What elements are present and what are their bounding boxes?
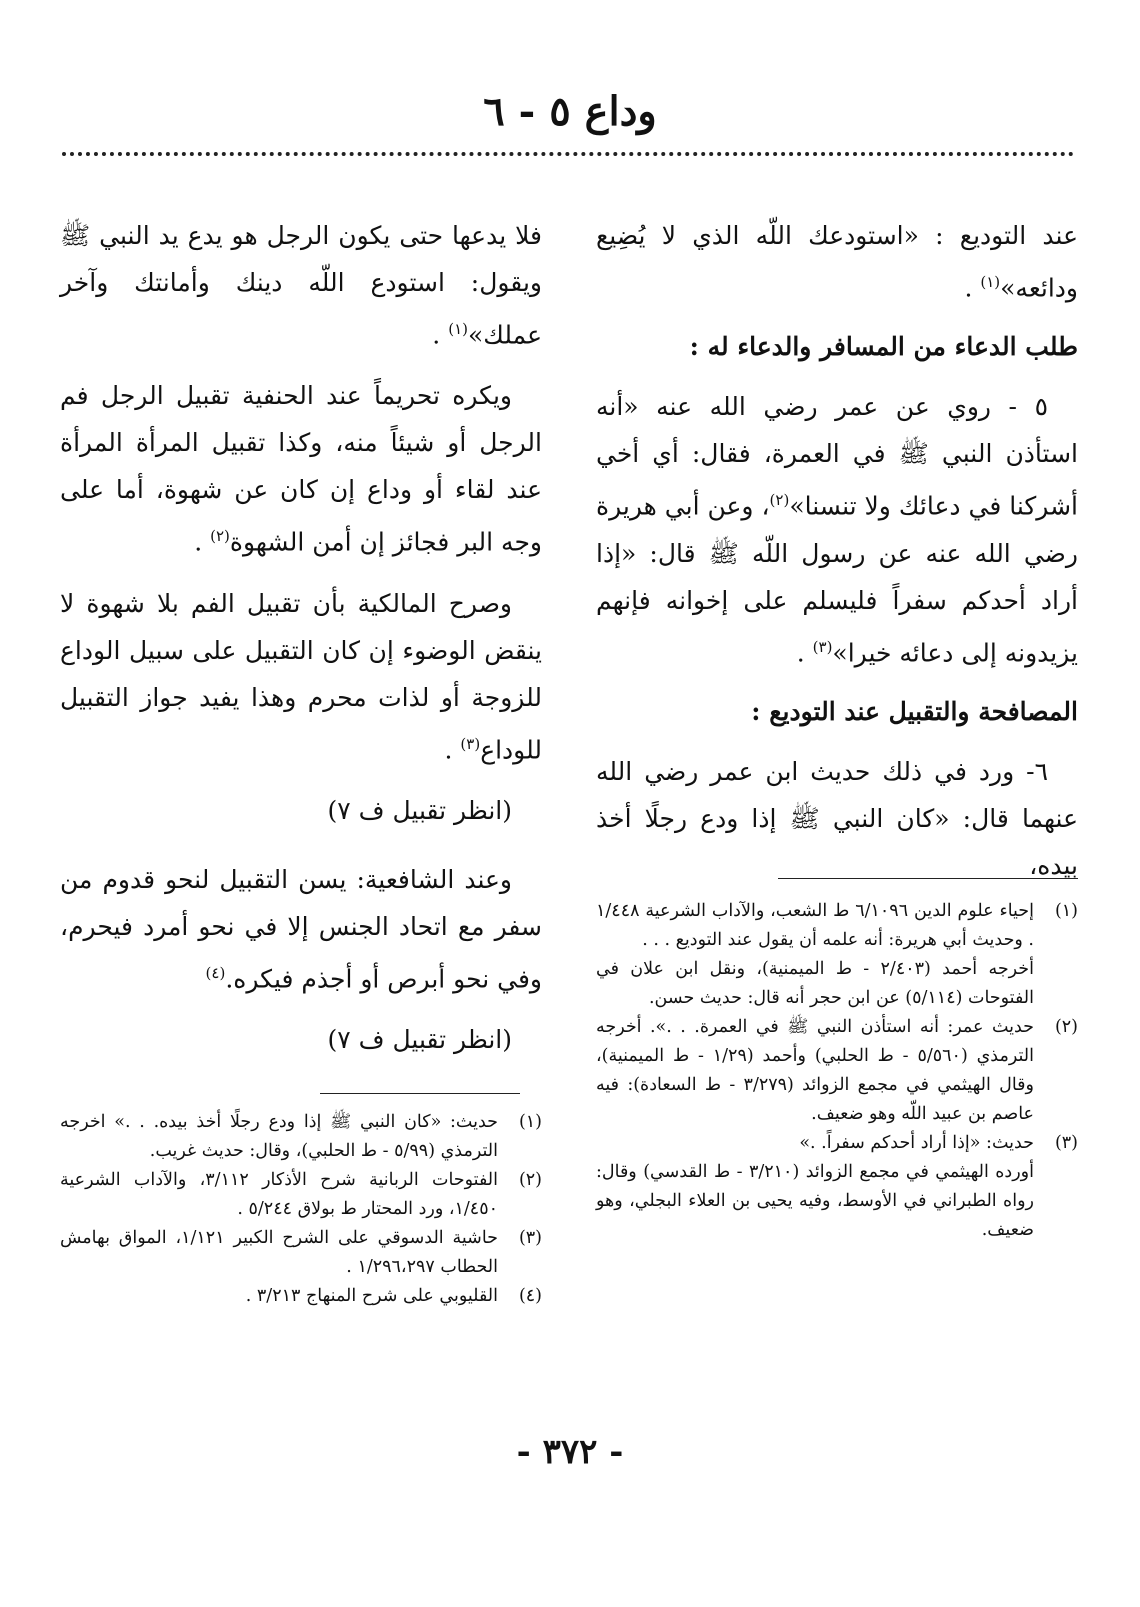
paragraph <box>596 212 1078 311</box>
paragraph-text: . <box>444 734 461 764</box>
footnote-marker: (١) <box>980 273 1001 291</box>
footnote-text <box>596 1129 1034 1245</box>
paragraph-text: ٥ - روي عن عمر رضي الله عنه «أنه استأذن النبي ﷺ في العمرة، فقال: أي أخي أشركنا في دعائك ولا تنسنا» <box>596 392 1078 521</box>
footnote <box>60 1282 542 1311</box>
right-footnotes <box>596 897 1078 1245</box>
footnote-text: حديث عمر: أنه استأذن النبي ﷺ في العمرة. . .». أخرجه الترمذي (٥/٥٦٠ - ط الحلبي) وأحمد (١/٢٩ - ط الميمنية)، وقال الهيثمي في مجمع الزوائد (٣/٢٧٩ - ط السعادة): فيه عاصم بن عبيد اللّه وهو ضعيف. <box>596 1017 1034 1124</box>
footnote-text <box>596 897 1034 1013</box>
paragraph-text: عند التوديع : «استودعك اللّه الذي لا يُضِيع ودائعه» <box>596 221 1078 303</box>
paragraph <box>60 212 542 358</box>
paragraph <box>596 383 1078 676</box>
left-text-column <box>60 212 542 1085</box>
footnote-line: أخرجه أحمد (٢/٤٠٣ - ط الميمنية)، ونقل ابن علان في الفتوحات (٥/١١٤) عن ابن حجر أنه قال: حديث حسن. <box>596 959 1034 1008</box>
footnote-text: القليوبي على شرح المنهاج ٣/٢١٣ . <box>245 1286 498 1306</box>
footnote-line: حديث: «إذا أراد أحدكم سفراً. .» <box>799 1133 1034 1153</box>
footnote-marker: (٢) <box>210 527 230 546</box>
section-heading: طلب الدعاء من المسافر والدعاء له : <box>689 332 1078 362</box>
paragraph-text: . <box>432 320 449 350</box>
footnote-separator <box>778 878 1078 879</box>
cross-reference: (انظر تقبيل ف ٧) <box>327 1025 512 1055</box>
footnote-marker: (١) <box>448 320 468 338</box>
paragraph <box>60 372 542 565</box>
footnote <box>60 1108 542 1166</box>
footnote-marker: (٤) <box>205 963 226 982</box>
header-dotted-divider <box>62 152 1074 156</box>
footnote-separator <box>320 1093 520 1094</box>
footnote-marker: (٢) <box>769 491 790 510</box>
footnote-line: إحياء علوم الدين ٦/١٠٩٦ ط الشعب، والآداب الشرعية ١/٤٤٨ . وحديث أبي هريرة: أنه علمه أن يقول عند التوديع . . . <box>596 901 1034 950</box>
page-header-title: وداع ٥ - ٦ <box>483 88 657 135</box>
paragraph <box>60 856 542 1002</box>
footnote-marker: (٣) <box>460 734 481 753</box>
right-text-column <box>596 212 1078 903</box>
footnote-text: الفتوحات الربانية شرح الأذكار ٣/١١٢، والآداب الشرعية ١/٤٥٠، ورد المحتار ط بولاق ٥/٢٤٤ . <box>60 1170 498 1219</box>
footnote <box>596 1013 1078 1129</box>
footnote <box>596 897 1078 1013</box>
paragraph-text: وصرح المالكية بأن تقبيل الفم بلا شهوة لا ينقض الوضوء إن كان التقبيل على سبيل الوداع للزوجة أو لذات محرم وهذا يفيد جواز التقبيل للوداع <box>60 588 542 764</box>
footnote-number: (٣) <box>1054 1133 1078 1153</box>
footnote <box>596 1129 1078 1245</box>
left-footnotes <box>60 1108 542 1311</box>
cross-reference: (انظر تقبيل ف ٧) <box>327 795 512 825</box>
page-number: - ٣٧٢ - <box>516 1432 624 1472</box>
paragraph-text: ، وعن أبي هريرة رضي الله عنه عن رسول اللّه ﷺ قال: «إذا أراد أحدكم سفراً فليسلم على إخوانه فإنهم يزيدونه إلى دعائه خيرا» <box>596 491 1078 667</box>
paragraph-text: . <box>796 637 813 667</box>
footnote-number: (٢) <box>1054 1017 1078 1037</box>
paragraph <box>60 580 542 773</box>
footnote-number: (٣) <box>518 1228 542 1248</box>
paragraph-text: فلا يدعها حتى يكون الرجل هو يدع يد النبي ﷺ ويقول: استودع اللّه دينك وأمانتك وآخر عملك» <box>60 221 542 350</box>
paragraph-text: وعند الشافعية: يسن التقبيل لنحو قدوم من سفر مع اتحاد الجنس إلا في نحو أمرد فيحرم، وفي نحو أبرص أو أجذم فيكره. <box>60 864 542 994</box>
footnote-text: حاشية الدسوقي على الشرح الكبير ١/١٢١، المواق بهامش الحطاب ١/٢٩٦،٢٩٧ . <box>60 1228 498 1277</box>
paragraph-text: ويكره تحريماً عند الحنفية تقبيل الرجل فم الرجل أو شيئاً منه، وكذا تقبيل المرأة المرأة عند لقاء أو وداع إن كان عن شهوة، أما على وجه البر فجائز إن أمن الشهوة <box>60 381 542 557</box>
footnote-number: (٤) <box>518 1286 542 1306</box>
paragraph-text: . <box>964 273 981 303</box>
footnote-marker: (٣) <box>812 637 833 656</box>
section-heading: المصافحة والتقبيل عند التوديع : <box>751 696 1078 726</box>
footnote-number: (٢) <box>518 1170 542 1190</box>
footnote-number: (١) <box>518 1112 542 1132</box>
footnote <box>60 1224 542 1282</box>
footnote-number: (١) <box>1054 901 1078 921</box>
footnote-text: حديث: «كان النبي ﷺ إذا ودع رجلًا أخذ بيده. . .» اخرجه الترمذي (٥/٩٩ - ط الحلبي)، وقال: حديث غريب. <box>60 1112 498 1161</box>
paragraph-text: . <box>194 527 211 557</box>
footnote <box>60 1166 542 1224</box>
footnote-line: أورده الهيثمي في مجمع الزوائد (٣/٢١٠ - ط القدسي) وقال: رواه الطبراني في الأوسط، وفيه يحيى بن العلاء البجلي، وهو ضعيف. <box>596 1162 1034 1240</box>
paragraph: ٦- ورد في ذلك حديث ابن عمر رضي الله عنهما قال: «كان النبي ﷺ إذا ودع رجلًا أخذ بيده، <box>596 756 1078 880</box>
